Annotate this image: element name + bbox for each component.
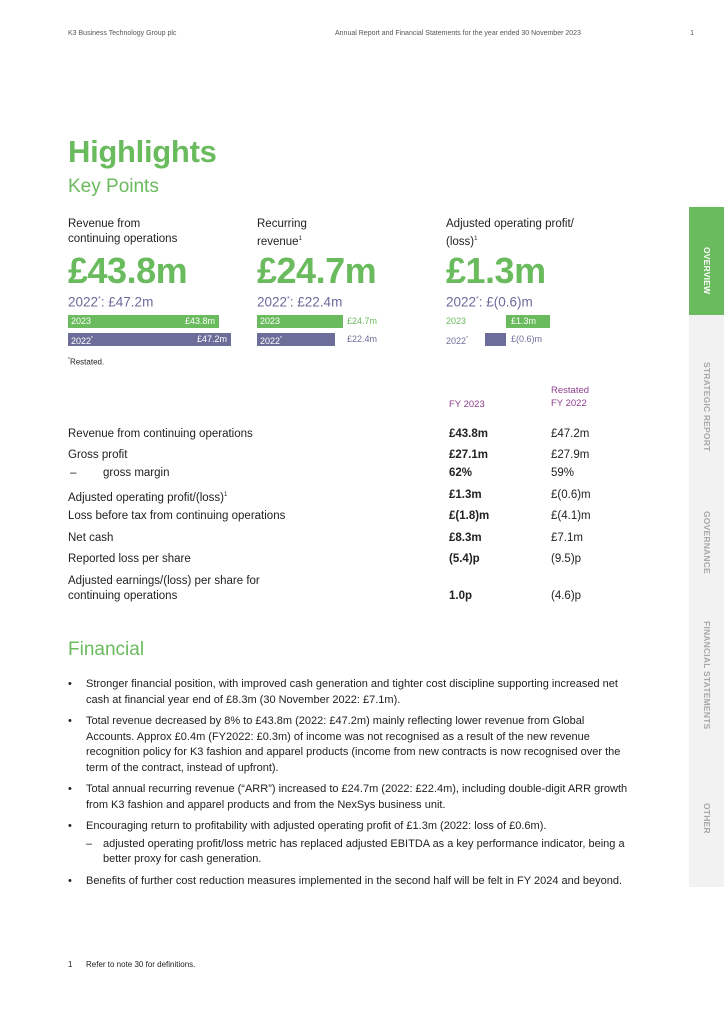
bar-year: 2023: [71, 316, 92, 326]
footnote-mark: 1: [223, 492, 228, 498]
kpi-value: £43.8m: [68, 250, 188, 291]
tab-label: STRATEGIC REPORT: [701, 362, 712, 452]
kpi-prior: [446, 291, 626, 312]
bar-year: [260, 333, 282, 348]
tab-label: OTHER: [701, 803, 712, 834]
bar-value: £43.8m: [184, 316, 215, 326]
tab-label: FINANCIAL STATEMENTS: [701, 621, 712, 730]
row-label-text: Adjusted operating profit/(loss): [68, 491, 224, 504]
page-title: Highlights: [68, 134, 217, 169]
col-header-fy2022: [551, 384, 589, 410]
row-value-2023: £1.3m: [449, 489, 482, 501]
kpi-label-line2: revenue: [257, 235, 299, 248]
section-title-financial: Financial: [68, 639, 145, 660]
bar-year: [71, 333, 93, 348]
row-value-2022: (4.6)p: [551, 590, 582, 602]
row-label: Loss before tax from continuing operations: [68, 510, 286, 522]
page-header: [68, 30, 694, 42]
row-label: Revenue from continuing operations: [68, 428, 253, 440]
row-value-2023: £(1.8)m: [449, 510, 490, 522]
bar-year-text: 2022: [446, 336, 467, 346]
kpi-prior-year: 2022: [68, 294, 99, 310]
row-label-line2: continuing operations: [68, 590, 178, 602]
col-header-fy2023: FY 2023: [449, 399, 485, 410]
footnote-mark: 1: [298, 236, 302, 242]
bar-revenue-2022: [68, 333, 231, 346]
kpi-recurring-revenue: [257, 217, 437, 312]
kpi-label: [257, 217, 437, 247]
section-title-key-points: Key Points: [68, 176, 159, 197]
kpi-label-line2: continuing operations: [68, 233, 178, 245]
kpi-prior-value: : £22.4m: [289, 294, 343, 310]
restated-mark: *: [476, 296, 479, 303]
row-value-2022: £(0.6)m: [551, 489, 591, 501]
bar-value: £24.7m: [347, 316, 378, 326]
bar-year: [446, 333, 468, 348]
tab-label: GOVERNANCE: [701, 511, 712, 574]
sub-list-item: – adjusted operating profit/loss metric has replaced adjusted EBITDA as a key performance indicator, being a better proxy for cash generation.: [68, 837, 628, 868]
restated-mark: *: [280, 336, 282, 342]
kpi-prior-value: : £47.2m: [100, 294, 154, 310]
tab-overview[interactable]: [689, 207, 724, 315]
bar-profit-2022: [485, 333, 506, 346]
bar-year-text: 2022: [260, 336, 281, 346]
kpi-label-line2: (loss): [446, 235, 475, 248]
list-item: • Stronger financial position, with improved cash generation and tighter cost discipline supporting increased net cash at financial year end of £8.3m (30 November 2022: £7.1m).: [68, 677, 628, 708]
row-value-2022: £47.2m: [551, 428, 590, 440]
kpi-label: [68, 217, 248, 247]
tab-other[interactable]: [689, 755, 724, 887]
row-value-2022: £7.1m: [551, 532, 583, 544]
footnote-text: Refer to note 30 for definitions.: [86, 960, 196, 969]
kpi-value: £1.3m: [446, 250, 546, 291]
bar-value: £(0.6)m: [511, 334, 543, 344]
bar-value: £47.2m: [196, 334, 227, 344]
tab-strategic-report[interactable]: [689, 315, 724, 465]
financial-bullet-list: [68, 677, 628, 895]
bar-year: 2023: [446, 316, 467, 326]
col-header-restated: Restated: [551, 385, 590, 396]
kpi-prior: [68, 291, 248, 312]
list-item: • Encouraging return to profitability with adjusted operating profit of £1.3m (2022: loss of £0.6m).: [68, 819, 628, 835]
kpi-label: [446, 217, 626, 247]
bar-year-text: 2022: [71, 336, 92, 346]
kpi-prior-year: 2022: [446, 294, 477, 310]
restated-mark: *: [98, 296, 101, 303]
row-label: Gross profit: [68, 449, 128, 461]
restated-mark: *: [466, 336, 468, 342]
kpi-prior: [257, 291, 437, 312]
tab-governance[interactable]: [689, 465, 724, 575]
row-value-2023: (5.4)p: [449, 553, 480, 565]
company-name: K3 Business Technology Group plc: [68, 30, 177, 37]
restated-mark: *: [91, 336, 93, 342]
restated-note: [68, 357, 104, 367]
kpi-label-line1: Revenue from: [68, 218, 141, 230]
bar-year: 2023: [260, 316, 281, 326]
row-label: Reported loss per share: [68, 553, 191, 565]
row-value-2022: 59%: [551, 467, 575, 479]
bar-profit-2023: [506, 315, 550, 328]
kpi-prior-year: 2022: [257, 294, 288, 310]
footnote-mark: 1: [474, 236, 478, 242]
row-label: Net cash: [68, 532, 114, 544]
row-value-2022: £27.9m: [551, 449, 590, 461]
report-title: Annual Report and Financial Statements for the year ended 30 November 2023: [335, 30, 581, 37]
kpi-label-line1: Recurring: [257, 218, 307, 230]
kpi-value: £24.7m: [257, 250, 377, 291]
row-value-2022: (9.5)p: [551, 553, 582, 565]
bar-recurring-2023: [257, 315, 343, 328]
footnote-number: 1: [68, 960, 73, 969]
bar-value: £1.3m: [511, 316, 537, 326]
row-value-2023: £27.1m: [449, 449, 489, 461]
bar-recurring-2022: [257, 333, 335, 346]
kpi-label-line1: Adjusted operating profit/: [446, 218, 574, 230]
row-value-2023: £8.3m: [449, 532, 482, 544]
kpi-revenue: [68, 217, 248, 312]
row-value-2022: £(4.1)m: [551, 510, 591, 522]
dash-marker: –: [70, 467, 77, 479]
row-value-2023: 1.0p: [449, 590, 473, 602]
tab-financial-statements[interactable]: [689, 575, 724, 755]
list-item: • Total annual recurring revenue (“ARR”) increased to £24.7m (2022: £22.4m), including double-digit ARR growth from K3 fashion and apparel products and from the NexSys business unit.: [68, 782, 628, 813]
row-label-line1: Adjusted earnings/(loss) per share for: [68, 575, 260, 587]
restated-mark: *: [287, 296, 290, 303]
restated-text: Restated.: [69, 357, 105, 367]
list-item: • Benefits of further cost reduction measures implemented in the second half will be felt in FY 2024 and beyond.: [68, 874, 628, 890]
restated-mark: *: [68, 357, 70, 363]
bar-revenue-2023: [68, 315, 219, 328]
kpi-prior-value: : £(0.6)m: [478, 294, 533, 310]
side-navigation: [689, 207, 724, 887]
row-value-2023: £43.8m: [449, 428, 489, 440]
col-header-year: FY 2022: [551, 398, 587, 409]
tab-label: OVERVIEW: [701, 247, 712, 295]
list-item: • Total revenue decreased by 8% to £43.8m (2022: £47.2m) mainly reflecting lower revenue from Global Accounts. Approx £0.4m (FY2022: £0.3m) of income was not recognised as a result of the new revenue recognition policy for K3 fashion and apparel products (income from new contracts is now recognised over the term of the contract, instead of upfront).: [68, 714, 628, 776]
row-label: [68, 487, 428, 506]
row-value-2023: 62%: [449, 467, 473, 479]
footnote: [68, 960, 195, 969]
row-label: gross margin: [103, 467, 170, 479]
page-number: 1: [690, 30, 694, 37]
bar-value: £22.4m: [347, 334, 378, 344]
kpi-adjusted-operating-profit: [446, 217, 626, 312]
